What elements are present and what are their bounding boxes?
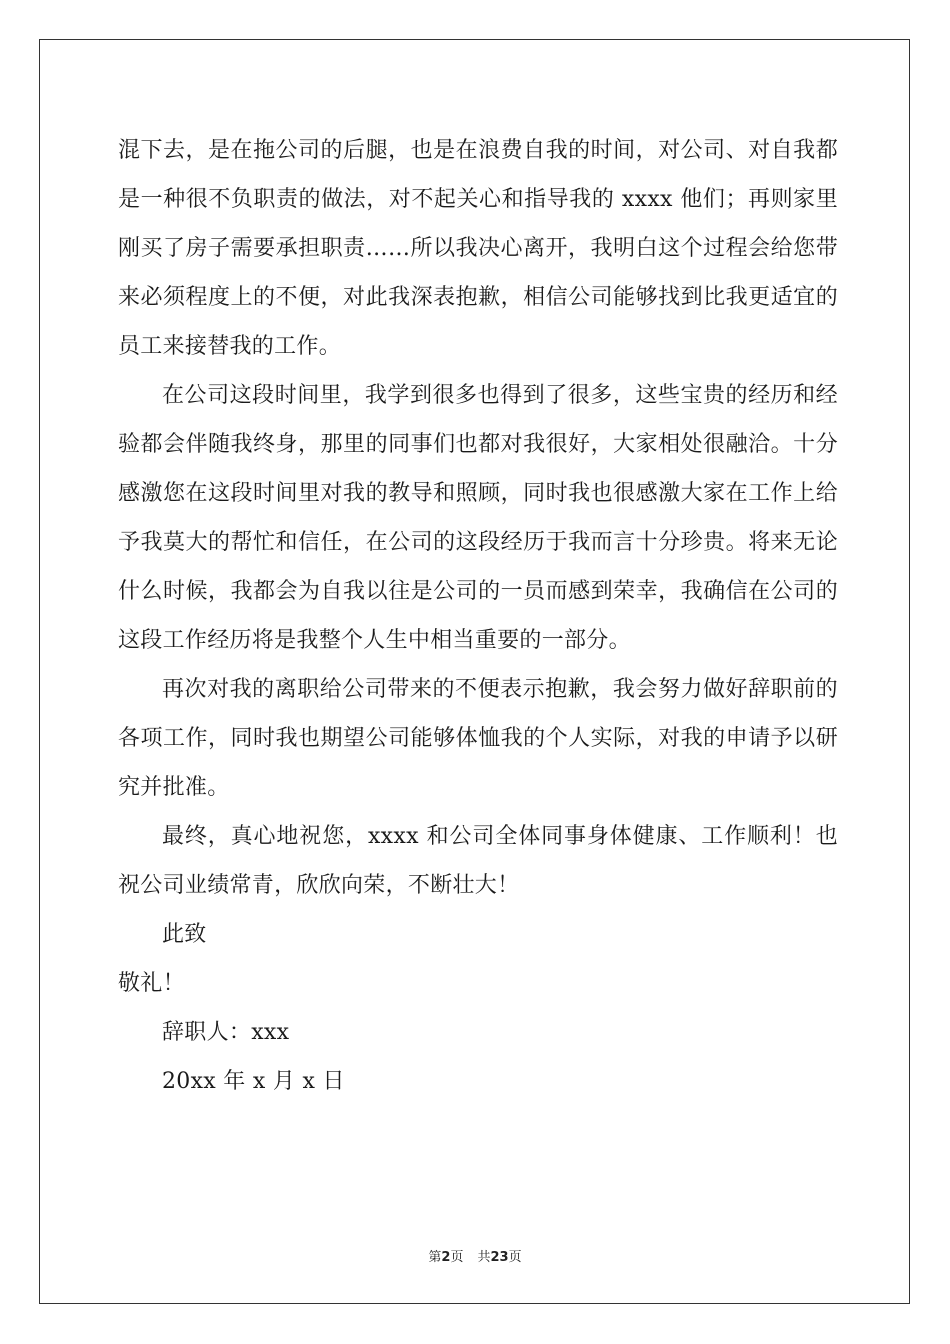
total-suffix: 页 bbox=[508, 1250, 522, 1265]
page-number: 2 bbox=[441, 1250, 451, 1265]
letter-body bbox=[118, 126, 838, 1106]
paragraph-3: 再次对我的离职给公司带来的不便表示抱歉，我会努力做好辞职前的各项工作，同时我也期望公司能够体恤我的个人实际，对我的申请予以研究并批准。 bbox=[118, 677, 838, 800]
closing-line: 此致 bbox=[162, 922, 207, 947]
date-line: 20xx 年 x 月 x 日 bbox=[162, 1069, 345, 1094]
paragraph-1: 混下去，是在拖公司的后腿，也是在浪费自我的时间，对公司、对自我都是一种很不负职责的做法，对不起关心和指导我的 xxxx 他们；再则家里刚买了房子需要承担职责……所以我决心离开，我明白这个过程会给您带来必须程度上的不便，对此我深表抱歉，相信公司能够找到比我更适宜的员工来接替我的工作。 bbox=[118, 138, 838, 359]
paragraph-2: 在公司这段时间里，我学到很多也得到了很多，这些宝贵的经历和经验都会伴随我终身，那里的同事们也都对我很好，大家相处很融洽。十分感激您在这段时间里对我的教导和照顾，同时我也很感激大家在工作上给予我莫大的帮忙和信任，在公司的这段经历于我而言十分珍贵。将来无论什么时候，我都会为自我以往是公司的一员而感到荣幸，我确信在公司的这段工作经历将是我整个人生中相当重要的一部分。 bbox=[118, 383, 838, 653]
total-prefix: 共 bbox=[477, 1250, 491, 1265]
page-footer bbox=[0, 1246, 950, 1265]
total-pages: 23 bbox=[490, 1250, 509, 1265]
signature-line: 辞职人：xxx bbox=[162, 1020, 290, 1045]
salute-line: 敬礼！ bbox=[118, 971, 185, 996]
page-prefix: 第 bbox=[428, 1250, 442, 1265]
paragraph-4: 最终，真心地祝您，xxxx 和公司全体同事身体健康、工作顺利！也祝公司业绩常青，欣欣向荣，不断壮大！ bbox=[118, 824, 838, 898]
page-suffix: 页 bbox=[450, 1250, 464, 1265]
